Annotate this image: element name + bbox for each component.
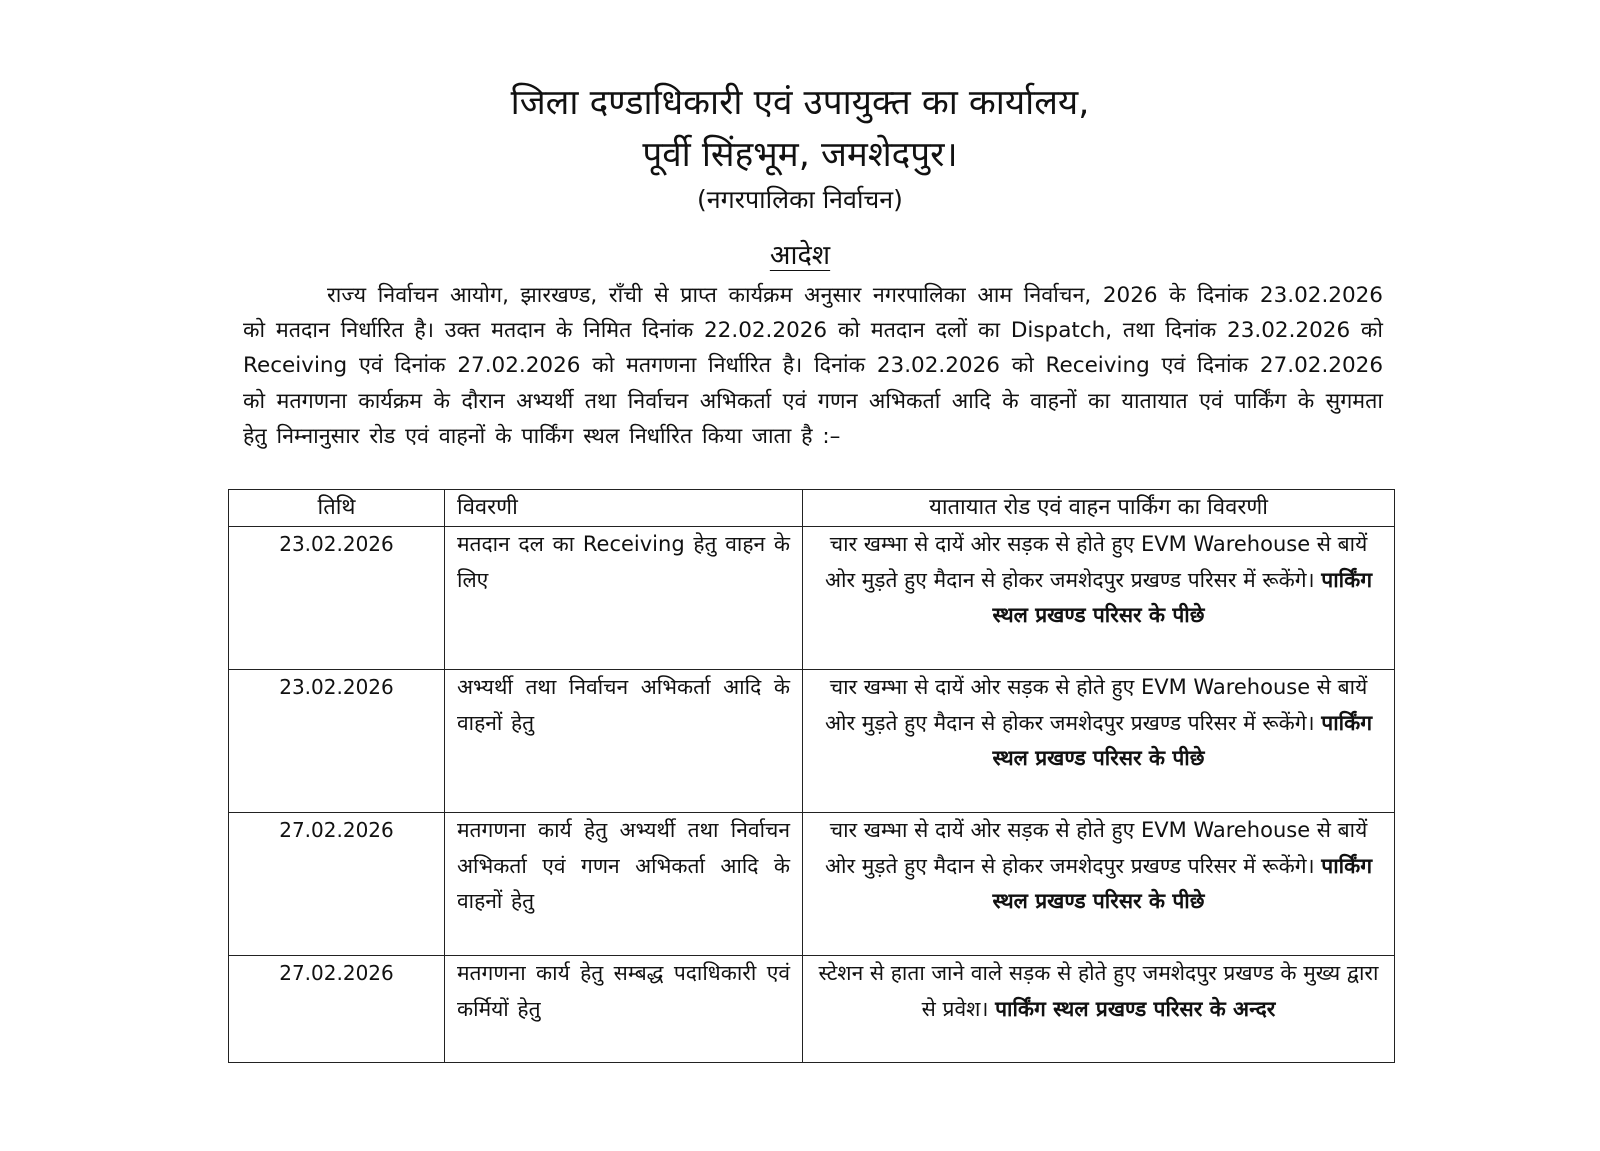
row-route — [803, 527, 1395, 670]
row-description: मतदान दल का Receiving हेतु वाहन के लिए — [445, 527, 803, 670]
row-route — [803, 670, 1395, 813]
parking-location: पार्किंग स्थल प्रखण्ड परिसर के अन्दर — [995, 996, 1276, 1021]
row-route — [803, 813, 1395, 956]
parking-location: पार्किंग स्थल प्रखण्ड परिसर के पीछे — [992, 853, 1373, 913]
route-text: चार खम्भा से दायें ओर सड़क से होते हुए EVM Warehouse से बायें ओर मुड़ते हुए मैदान से होकर जमशेदपुर प्रखण्ड परिसर में रूकेंगे। — [824, 818, 1368, 878]
order-heading-text: आदेश — [769, 240, 831, 271]
office-title: जिला दण्डाधिकारी एवं उपायुक्त का कार्यालय, — [510, 83, 1090, 123]
route-text: चार खम्भा से दायें ओर सड़क से होते हुए EVM Warehouse से बायें ओर मुड़ते हुए मैदान से होकर जमशेदपुर प्रखण्ड परिसर में रूकेंगे। — [824, 532, 1368, 592]
row-date: 23.02.2026 — [229, 670, 445, 813]
parking-schedule-table — [228, 489, 1395, 1063]
row-date: 27.02.2026 — [229, 813, 445, 956]
parking-location: पार्किंग स्थल प्रखण्ड परिसर के पीछे — [992, 567, 1373, 627]
route-text: चार खम्भा से दायें ओर सड़क से होते हुए EVM Warehouse से बायें ओर मुड़ते हुए मैदान से होकर जमशेदपुर प्रखण्ड परिसर में रूकेंगे। — [824, 675, 1368, 735]
office-location: पूर्वी सिंहभूम, जमशेदपुर। — [642, 135, 958, 175]
parking-location: पार्किंग स्थल प्रखण्ड परिसर के पीछे — [992, 710, 1373, 770]
order-paragraph: राज्य निर्वाचन आयोग, झारखण्ड, राँची से प्राप्त कार्यक्रम अनुसार नगरपालिका आम निर्वाचन, 2026 के दिनांक 23.02.2026 को मतदान निर्धारित है। उक्त मतदान के निमित दिनांक 22.02.2026 को मतदान दलों का Dispatch, तथा दिनांक 23.02.2026 को Receiving एवं दिनांक 27.02.2026 को मतगणना निर्धारित है। दिनांक 23.02.2026 को Receiving एवं दिनांक 27.02.2026 को मतगणना कार्यक्रम के दौरान अभ्यर्थी तथा निर्वाचन अभिकर्ता एवं गणन अभिकर्ता आदि के वाहनों का यातायात एवं पार्किंग के सुगमता हेतु निम्नानुसार रोड एवं वाहनों के पार्किंग स्थल निर्धारित किया जाता है :– — [243, 283, 1383, 449]
header-description: विवरणी — [445, 490, 803, 527]
row-description: मतगणना कार्य हेतु सम्बद्ध पदाधिकारी एवं कर्मियों हेतु — [445, 956, 803, 1063]
table-row — [229, 670, 1395, 813]
order-heading — [0, 238, 1600, 274]
row-route — [803, 956, 1395, 1063]
table-header-row — [229, 490, 1395, 527]
table-row — [229, 956, 1395, 1063]
row-date: 23.02.2026 — [229, 527, 445, 670]
table-row — [229, 527, 1395, 670]
header-date: तिथि — [229, 490, 445, 527]
header-route-parking: यातायात रोड एवं वाहन पार्किंग का विवरणी — [803, 490, 1395, 527]
route-text: स्टेशन से हाता जाने वाले सड़क से होते हुए जमशेदपुर प्रखण्ड के मुख्य द्वारा से प्रवेश। — [818, 961, 1379, 1021]
row-description: अभ्यर्थी तथा निर्वाचन अभिकर्ता आदि के वाहनों हेतु — [445, 670, 803, 813]
election-type: (नगरपालिका निर्वाचन) — [697, 185, 903, 214]
row-description: मतगणना कार्य हेतु अभ्यर्थी तथा निर्वाचन अभिकर्ता एवं गणन अभिकर्ता आदि के वाहनों हेतु — [445, 813, 803, 956]
table-row — [229, 813, 1395, 956]
row-date: 27.02.2026 — [229, 956, 445, 1063]
